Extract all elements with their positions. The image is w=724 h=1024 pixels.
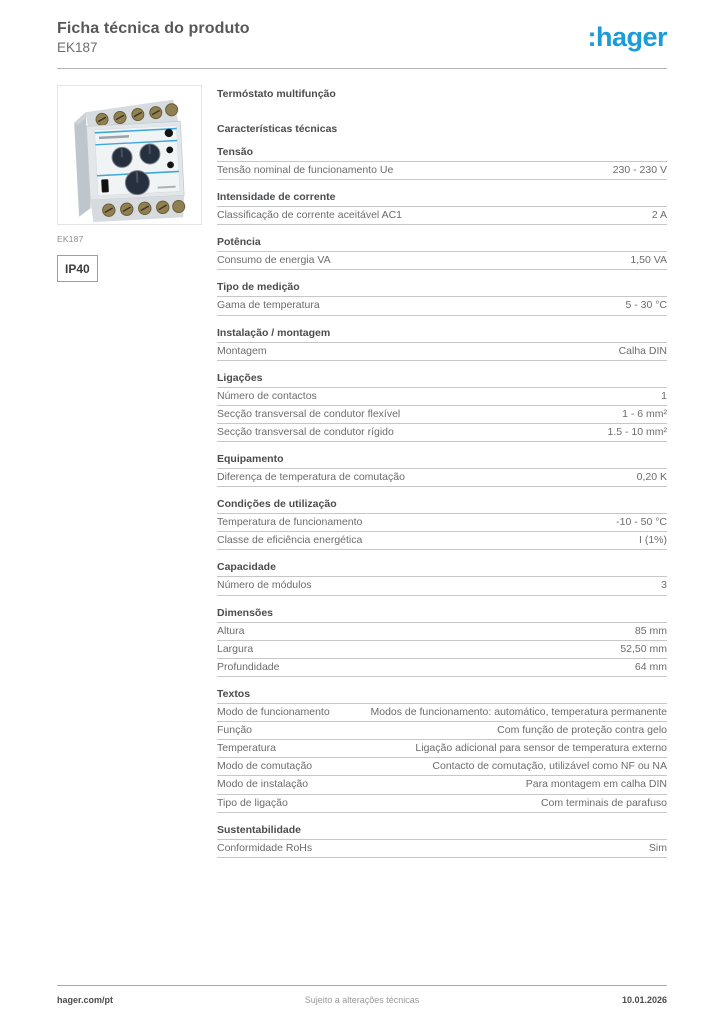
spec-section — [217, 372, 667, 442]
section-rows — [217, 207, 667, 225]
section-title: Condições de utilização — [217, 498, 667, 514]
row-value: 64 mm — [634, 660, 667, 673]
row-value: 1,50 VA — [630, 254, 667, 267]
section-rows — [217, 162, 667, 180]
row-label: Secção transversal de condutor flexível — [217, 407, 401, 420]
row-label: Gama de temperatura — [217, 299, 320, 312]
spec-row — [217, 641, 667, 659]
tech-characteristics-heading: Características técnicas — [217, 123, 338, 135]
row-label: Diferença de temperatura de comutação — [217, 471, 405, 483]
row-label: Classe de eficiência energética — [217, 534, 363, 547]
spec-row — [217, 406, 667, 424]
row-label: Tipo de ligação — [217, 796, 288, 809]
spec-section — [217, 327, 667, 361]
spec-section — [217, 281, 667, 315]
spec-section — [217, 146, 667, 180]
section-rows — [217, 469, 667, 487]
section-title: Tensão — [217, 146, 667, 162]
section-title: Equipamento — [217, 453, 667, 469]
section-title: Dimensões — [217, 607, 667, 623]
row-value: 0,20 K — [636, 471, 667, 483]
row-value: 3 — [661, 579, 667, 592]
hager-logo: :hager — [587, 22, 667, 52]
section-rows — [217, 388, 667, 442]
section-title: Instalação / montagem — [217, 327, 667, 343]
section-title: Ligações — [217, 372, 667, 388]
row-value: 52,50 mm — [620, 642, 667, 655]
section-rows — [217, 623, 667, 677]
row-value: 1 - 6 mm² — [622, 407, 667, 420]
product-column — [57, 85, 202, 858]
section-title: Intensidade de corrente — [217, 191, 667, 207]
row-label: Conformidade RoHs — [217, 841, 313, 854]
section-rows — [217, 514, 667, 550]
row-label: Número de módulos — [217, 579, 312, 592]
spec-row — [217, 207, 667, 225]
row-label: Temperatura — [217, 742, 276, 755]
row-value: -10 - 50 °C — [616, 516, 667, 529]
footer-website-link[interactable]: hager.com/pt — [57, 995, 114, 1005]
section-title: Capacidade — [217, 561, 667, 577]
spec-section — [217, 688, 667, 813]
row-value: Calha DIN — [618, 344, 667, 357]
section-title: Potência — [217, 236, 667, 252]
row-label: Profundidade — [217, 660, 280, 673]
spec-row — [217, 659, 667, 677]
row-label: Tensão nominal de funcionamento Ue — [217, 164, 394, 176]
section-title: Textos — [217, 688, 667, 704]
row-label: Temperatura de funcionamento — [217, 516, 363, 529]
row-label: Modo de comutação — [217, 760, 313, 773]
product-image — [57, 85, 202, 225]
spec-row — [217, 704, 667, 722]
section-title: Sustentabilidade — [217, 824, 667, 840]
footer-date: 10.01.2026 — [621, 995, 667, 1005]
row-value: Com terminais de parafuso — [540, 796, 667, 809]
spec-section — [217, 561, 667, 595]
page-header — [57, 0, 667, 69]
spec-row — [217, 343, 667, 361]
spec-row — [217, 297, 667, 315]
row-value: 1 — [661, 389, 667, 402]
row-label: Função — [217, 724, 253, 736]
section-rows — [217, 840, 667, 858]
row-value: Com função de proteção contra gelo — [497, 724, 667, 736]
row-label: Secção transversal de condutor rígido — [217, 425, 394, 438]
spec-section — [217, 824, 667, 858]
row-value: Ligação adicional para sensor de temperatura externo — [415, 742, 667, 755]
section-title: Tipo de medição — [217, 281, 667, 297]
row-label: Montagem — [217, 344, 267, 357]
row-value: 230 - 230 V — [612, 164, 667, 176]
spec-row — [217, 388, 667, 406]
row-value: 85 mm — [634, 624, 667, 637]
product-image-caption: EK187 — [57, 234, 84, 244]
spec-section — [217, 191, 667, 225]
spec-row — [217, 252, 667, 270]
spec-sections — [217, 146, 667, 858]
spec-section — [217, 236, 667, 270]
row-value: I (1%) — [638, 534, 667, 547]
spec-row — [217, 162, 667, 180]
section-rows — [217, 704, 667, 813]
spec-row — [217, 740, 667, 758]
row-value: 1.5 - 10 mm² — [607, 425, 667, 438]
section-rows — [217, 343, 667, 361]
title-block — [57, 20, 250, 55]
row-value: Para montagem em calha DIN — [525, 778, 667, 791]
spec-row — [217, 623, 667, 641]
spec-row — [217, 469, 667, 487]
footer-disclaimer: Sujeito a alterações técnicas — [304, 995, 420, 1005]
spec-section — [217, 498, 667, 550]
row-label: Modo de instalação — [217, 778, 309, 791]
row-value: Modos de funcionamento: automático, temperatura permanente — [370, 705, 667, 718]
row-label: Consumo de energia VA — [217, 254, 331, 267]
section-rows — [217, 252, 667, 270]
row-label: Altura — [217, 624, 245, 637]
row-value: Contacto de comutação, utilizável como NF ou NA — [432, 760, 667, 773]
spec-section — [217, 607, 667, 677]
page-footer — [57, 985, 667, 1024]
spec-row — [217, 722, 667, 740]
spec-row — [217, 424, 667, 442]
row-label: Largura — [217, 642, 254, 655]
section-rows — [217, 297, 667, 315]
spec-section — [217, 453, 667, 487]
spec-row — [217, 532, 667, 550]
row-value: 2 A — [651, 209, 667, 222]
product-code: EK187 — [57, 40, 98, 55]
main-content — [57, 69, 667, 858]
row-value: Sim — [648, 841, 667, 854]
spec-row — [217, 758, 667, 776]
product-name: Termóstato multifunção — [217, 88, 336, 100]
spec-column — [217, 85, 667, 858]
spec-row — [217, 840, 667, 858]
spec-row — [217, 577, 667, 595]
row-label: Modo de funcionamento — [217, 705, 330, 718]
row-value: 5 - 30 °C — [625, 299, 667, 312]
spec-row — [217, 514, 667, 532]
row-label: Número de contactos — [217, 389, 317, 402]
spec-row — [217, 795, 667, 813]
row-label: Classificação de corrente aceitável AC1 — [217, 209, 403, 222]
page-title: Ficha técnica do produto — [57, 20, 250, 37]
section-rows — [217, 577, 667, 595]
thermostat-device-illustration — [58, 86, 201, 224]
spec-row — [217, 776, 667, 794]
ip-rating-badge: IP40 — [57, 255, 98, 282]
